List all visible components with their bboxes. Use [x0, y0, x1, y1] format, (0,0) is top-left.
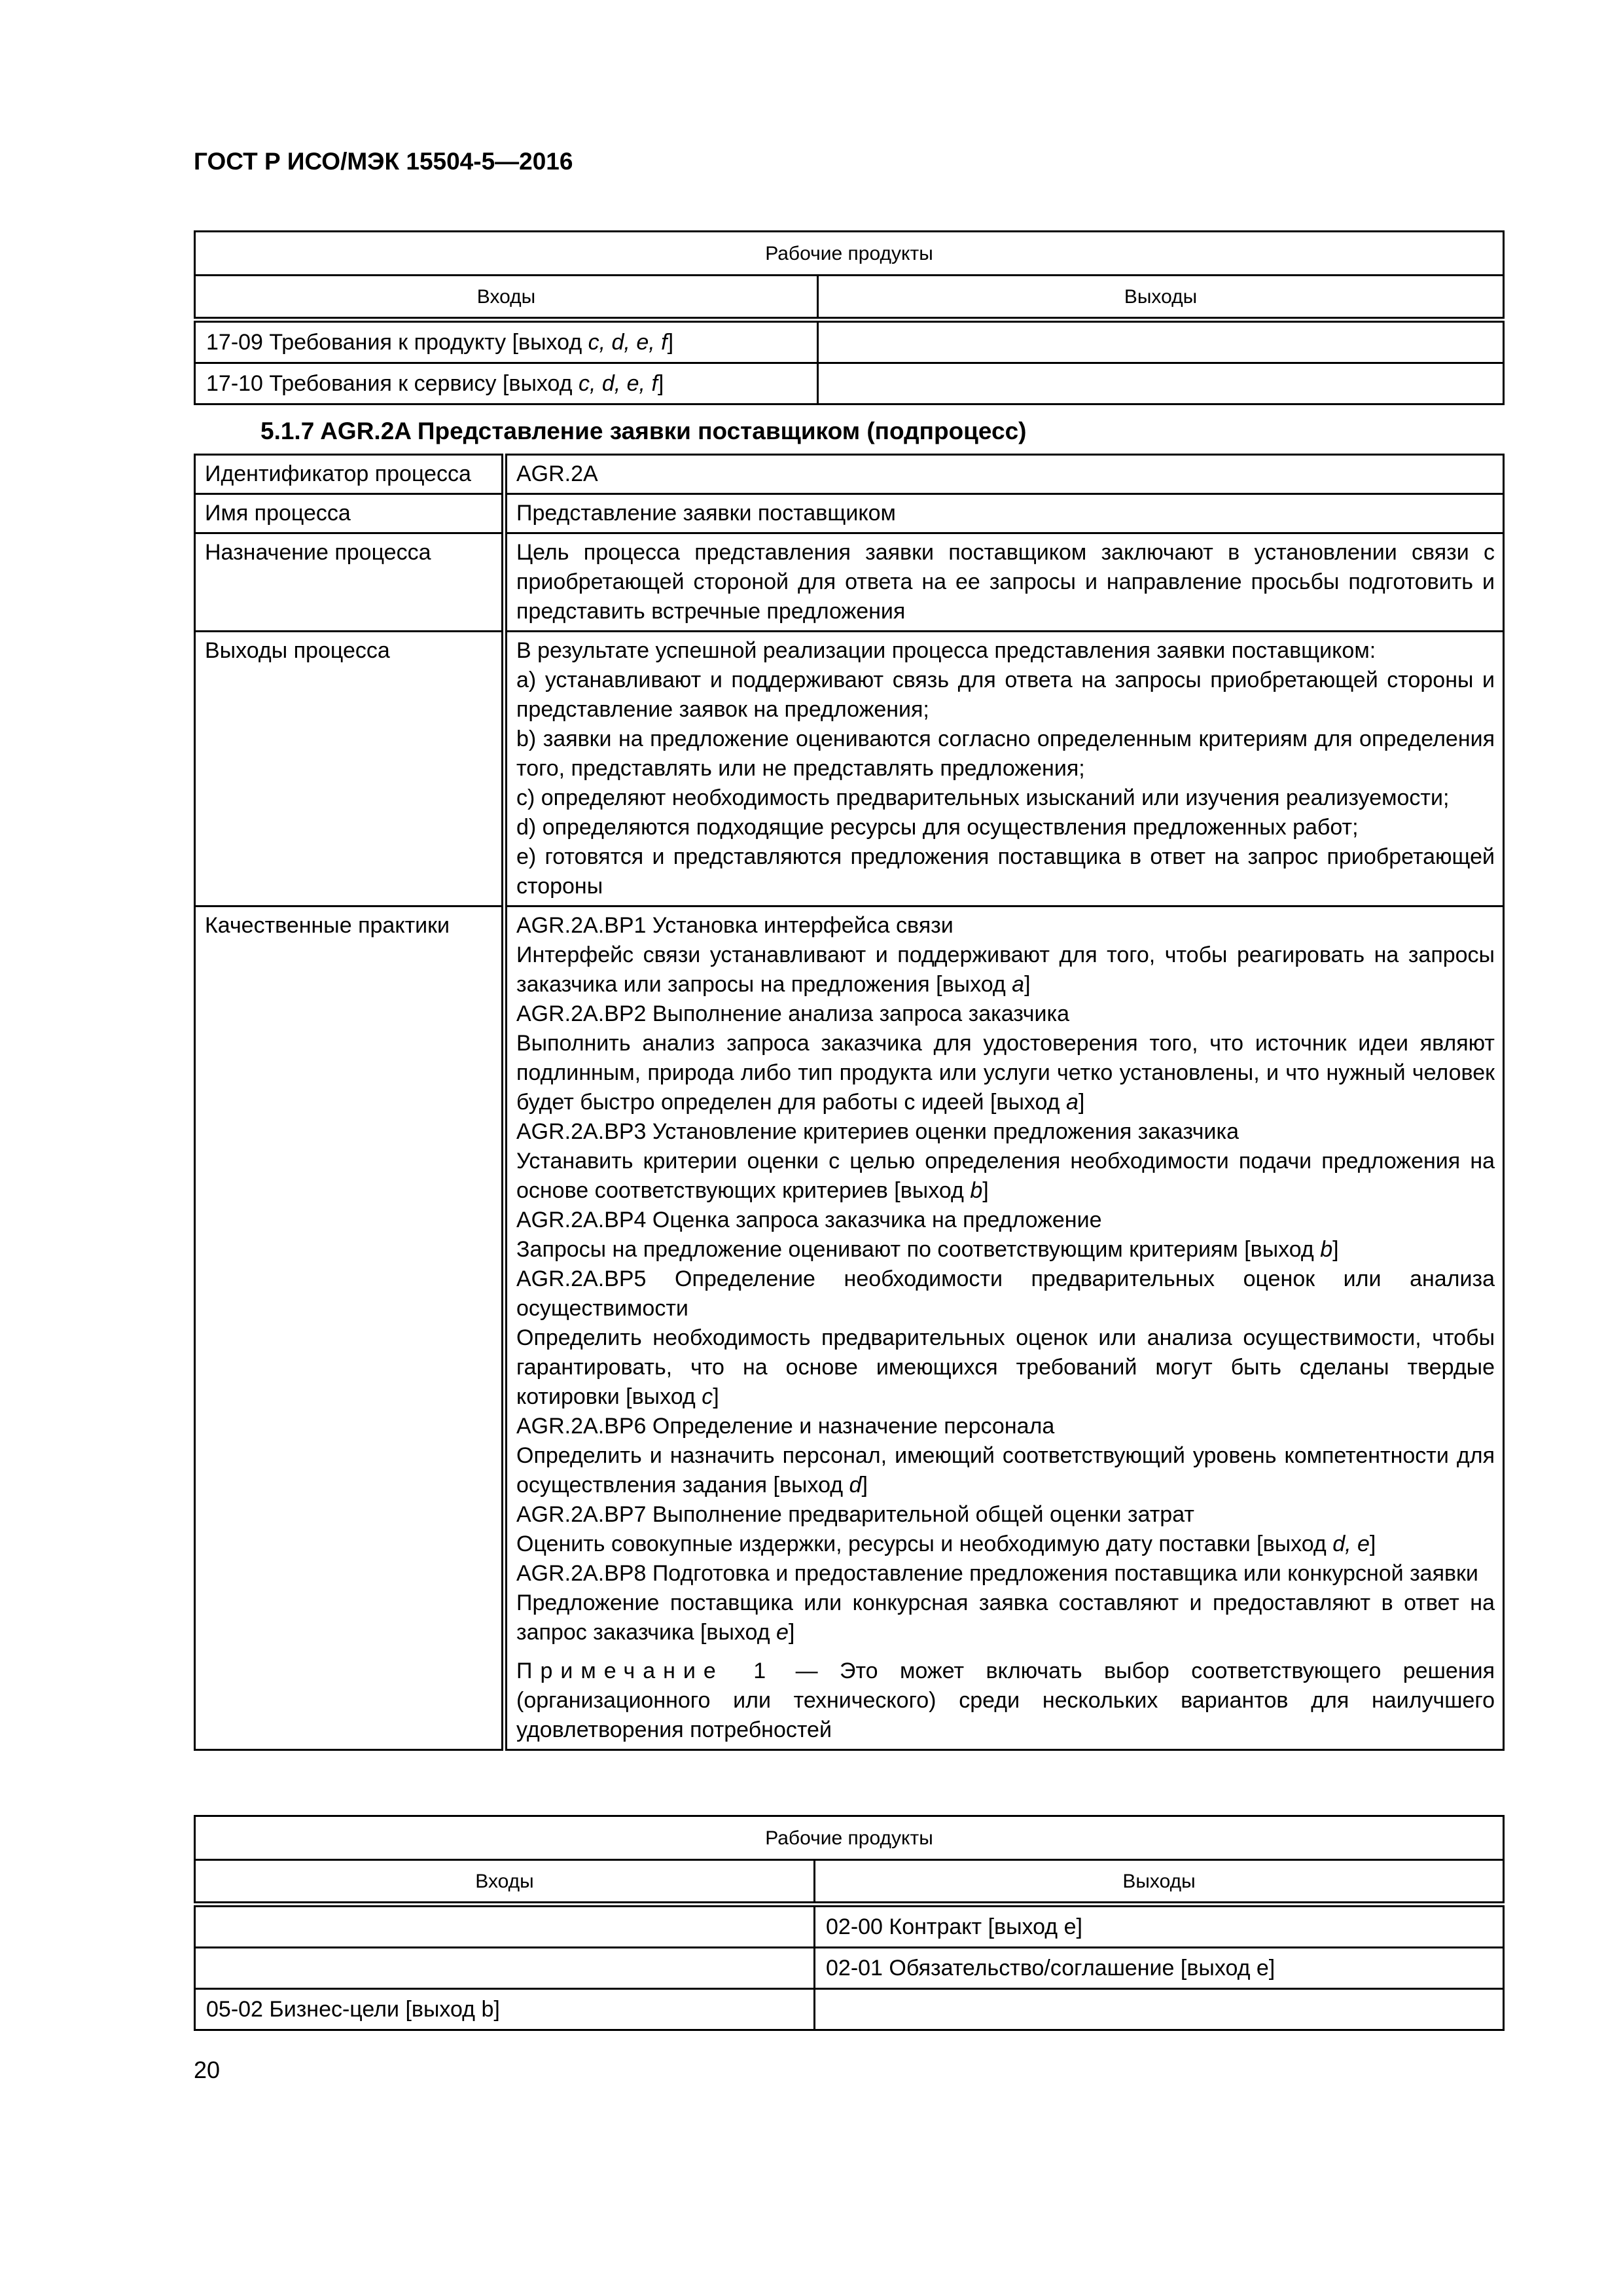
- process-outcomes-value: [505, 632, 1504, 906]
- output-cell: [818, 363, 1504, 404]
- practice-title: AGR.2A.BP6 Определение и назначение персонала: [516, 1414, 1055, 1439]
- process-name-row: [195, 494, 1504, 533]
- table-row: [195, 320, 1504, 363]
- process-practices-value: [505, 906, 1504, 1750]
- process-id-row: [195, 455, 1504, 494]
- table-title: Рабочие продукты: [195, 232, 1504, 276]
- table-row: [195, 1905, 1504, 1948]
- outcome-item: c) определяют необходимость предварительных изысканий или изучения реализуемости;: [516, 785, 1450, 810]
- outcome-item: a) устанавливают и поддерживают связь для ответа на запросы приобретающей стороны и представление заявок на предложения;: [516, 668, 1495, 722]
- process-outcomes-row: [195, 632, 1504, 906]
- practice-text: Определить необходимость предварительных оценок или анализа осуществимости, чтобы гарантировать, что на основе имеющихся требований могут быть сделаны твердые котировки [выход c]: [516, 1325, 1495, 1409]
- document-header: ГОСТ Р ИСО/МЭК 15504-5—2016: [194, 148, 573, 175]
- practice-title: AGR.2A.BP7 Выполнение предварительной общей оценки затрат: [516, 1502, 1194, 1527]
- practice-title: AGR.2A.BP4 Оценка запроса заказчика на предложение: [516, 1208, 1102, 1232]
- practice-text: Устанавить критерии оценки с целью определения необходимости подачи предложения на основе соответствующих критериев [выход b]: [516, 1149, 1495, 1203]
- process-practices-row: [195, 906, 1504, 1750]
- process-table: [194, 454, 1505, 1751]
- note-text: — Это может включать выбор соответствующего решения (организационного или технического) среди нескольких вариантов для наилучшего удовлетворения потребностей: [516, 1659, 1495, 1742]
- practice-text: Предложение поставщика или конкурсная заявка составляют и предоставляют в ответ на запрос заказчика [выход e]: [516, 1590, 1495, 1645]
- practice-title: AGR.2A.BP3 Установление критериев оценки предложения заказчика: [516, 1119, 1240, 1144]
- practice-title: AGR.2A.BP5 Определение необходимости предварительных оценок или анализа осуществимости: [516, 1266, 1495, 1321]
- output-cell: [818, 320, 1504, 363]
- input-cell: 05-02 Бизнес-цели [выход b]: [195, 1989, 815, 2030]
- practice-text: Запросы на предложение оценивают по соответствующим критериям [выход b]: [516, 1237, 1339, 1262]
- practice-title: AGR.2A.BP8 Подготовка и предоставление предложения поставщика или конкурсной заявки: [516, 1561, 1478, 1586]
- outcomes-intro: В результате успешной реализации процесса представления заявки поставщиком:: [516, 638, 1376, 663]
- output-cell: [815, 1989, 1504, 2030]
- table-title: Рабочие продукты: [195, 1816, 1504, 1860]
- process-purpose-label: Назначение процесса: [195, 533, 505, 632]
- bottom-work-products-table: [194, 1815, 1505, 2031]
- practice-title: AGR.2A.BP1 Установка интерфейса связи: [516, 913, 954, 938]
- process-id-label: Идентификатор процесса: [195, 455, 505, 494]
- outcome-item: e) готовятся и представляются предложения поставщика в ответ на запрос приобретающей стороны: [516, 844, 1495, 899]
- input-cell: 17-09 Требования к продукту [выход c, d, e, f]: [195, 320, 818, 363]
- process-purpose-row: [195, 533, 1504, 632]
- output-cell: 02-00 Контракт [выход e]: [815, 1905, 1504, 1948]
- outputs-header: Выходы: [815, 1860, 1504, 1905]
- table-row: [195, 1989, 1504, 2030]
- outcome-item: d) определяются подходящие ресурсы для осуществления предложенных работ;: [516, 815, 1359, 840]
- practice-note: [516, 1657, 1495, 1745]
- outputs-header: Выходы: [818, 276, 1504, 320]
- process-purpose-value: Цель процесса представления заявки поставщиком заключают в установлении связи с приобретающей стороной для ответа на ее запросы и направление просьбы подготовить и представить встречные предложения: [505, 533, 1504, 632]
- top-work-products-table: [194, 230, 1505, 405]
- process-outcomes-label: Выходы процесса: [195, 632, 505, 906]
- note-label: Примечание 1: [516, 1659, 774, 1683]
- input-cell: [195, 1905, 815, 1948]
- practice-title: AGR.2A.BP2 Выполнение анализа запроса заказчика: [516, 1001, 1070, 1026]
- practice-text: Оценить совокупные издержки, ресурсы и необходимую дату поставки [выход d, e]: [516, 1532, 1376, 1556]
- process-id-value: AGR.2A: [505, 455, 1504, 494]
- section-title: 5.1.7 AGR.2A Представление заявки поставщиком (подпроцесс): [260, 418, 1027, 444]
- process-name-value: Представление заявки поставщиком: [505, 494, 1504, 533]
- outcome-item: b) заявки на предложение оцениваются согласно определенным критериям для определения того, представлять или не представлять предложения;: [516, 726, 1495, 781]
- input-cell: [195, 1948, 815, 1989]
- process-practices-label: Качественные практики: [195, 906, 505, 1750]
- practice-text: Интерфейс связи устанавливают и поддерживают для того, чтобы реагировать на запросы заказчика или запросы на предложения [выход a]: [516, 942, 1495, 997]
- table-row: [195, 363, 1504, 404]
- table-row: [195, 1948, 1504, 1989]
- output-cell: 02-01 Обязательство/соглашение [выход e]: [815, 1948, 1504, 1989]
- inputs-header: Входы: [195, 276, 818, 320]
- input-cell: 17-10 Требования к сервису [выход c, d, e, f]: [195, 363, 818, 404]
- process-name-label: Имя процесса: [195, 494, 505, 533]
- inputs-header: Входы: [195, 1860, 815, 1905]
- practice-text: Выполнить анализ запроса заказчика для удостоверения того, что источник идеи являют подлинным, природа либо тип продукта или услуги четко установлены, и что нужный человек будет быстро определен для работы с идеей [выход a]: [516, 1031, 1495, 1115]
- page-number: 20: [194, 2056, 221, 2083]
- practice-text: Определить и назначить персонал, имеющий соответствующий уровень компетентности для осуществления задания [выход d]: [516, 1443, 1495, 1498]
